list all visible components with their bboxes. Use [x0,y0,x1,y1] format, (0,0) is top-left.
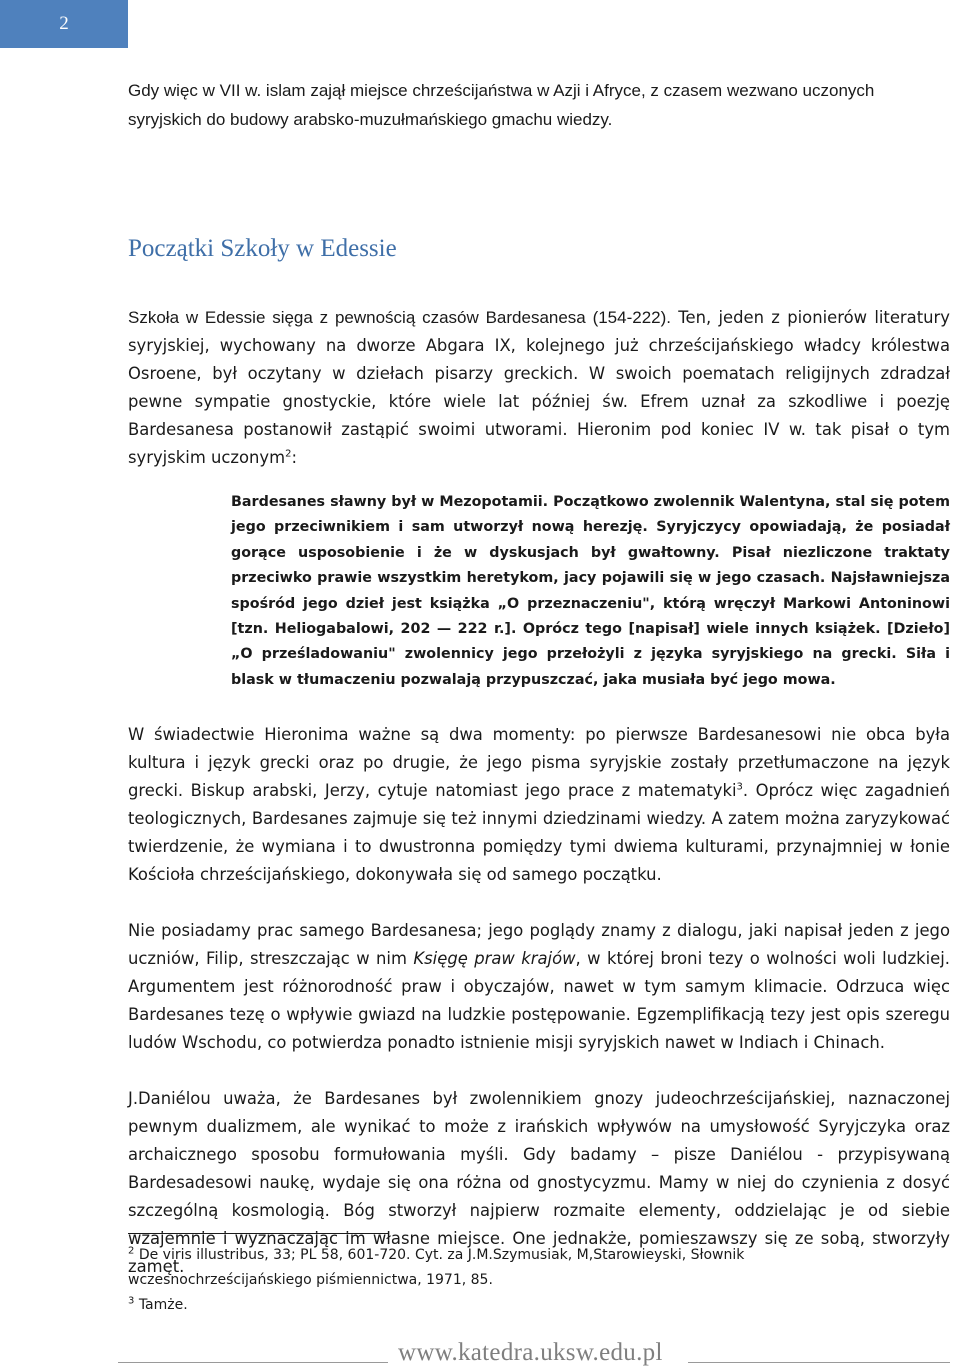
section-heading: Początki Szkoły w Edessie [128,235,397,262]
page-number-badge [0,0,128,48]
footnote-separator [128,1233,388,1234]
footer-rule-left [118,1362,388,1363]
paragraph-hieronim [128,721,950,889]
footnote-text: De viris illustribus, 33; PL 58, 601-720. Cyt. za J.M.Szymusiak, M,Starowieyski, Słownik wczesnochrześcijańskiego piśmiennictwa, 1971, 85. [128,1247,745,1288]
paragraph-danielou: J.Daniélou uważa, że Bardesanes był zwolennikiem gnozy judeochrześcijańskiej, naznaczonej pewnym dualizmem, ale wynikać to może z irańskich wpływów na umysłowość Syryjczyka oraz archaicznego sposobu formułowania myśli. Gdy badamy – pisze Daniélou - przypisywaną Bardesadesowi naukę, wydaje się ona różna od gnostycyzmu. Mamy w niej do czynienia z dosyć szczególną kosmologią. Bóg stworzył najpierw rozmaite elementy, oddzielając je od siebie wzajemnie i wyznaczając im własne miejsce. One jednakże, pomieszawszy się ze sobą, stworzyły zamęt. [128,1089,950,1277]
paragraph-hieronim-b: . Oprócz więc zagadnień teologicznych, Bardesanes zajmuje się też innymi dziedzinami wiedzy. A zatem można zaryzykować twierdzenie, że wymiana i to dwustronna pomiędzy tymi dwiema kulturami, przynajmniej w łonie Kościoła chrześcijańskiego, dokonywała się od samego początku. [128,781,950,885]
hieronim-quote: Bardesanes sławny był w Mezopotamii. Początkowo zwolennik Walentyna, stal się potem jego przeciwnikiem i sam utworzył nową herezję. Syryjczycy opowiadają, że posiadał gorące usposobienie i że w dyskusjach był gwałtowny. Pisał niezliczone traktaty przeciwko prawie wszystkim heretykom, jacy pojawili się w jego czasach. Najsławniejsza spośród jego dzieł jest książka „O przeznaczeniu", którą wręczył Markowi Antoninowi [tzn. Heliogabalowi, 202 — 222 r.]. Oprócz tego [napisał] wiele innych książek. [Dzieło] „O prześladowaniu" zwolennicy jego przełożyli z języka syryjskiego na grecki. Siła i blask w tłumaczeniu pozwalają przypuszczać, jaka musiała być jego mowa. [231,494,950,688]
footnote-ref-3[interactable]: 3 [736,781,743,793]
paragraph-edessa-body: Ten, jeden z pionierów literatury syryjskiej, wychowany na dworze Abgara IX, kolejnego już chrześcijańskiego władcy królestwa Osroene, był oczytany w dziełach pisarzy greckich. W swoich poematach religijnych zdradzał pewne sympatie gnostyckie, które wiele lat później św. Efrem uznał za szkodliwe i poezję Bardesanesa postanowił zastąpić swoimi utworami. Hieronim pod koniec IV w. tak pisał o tym syryjskim uczonym [128,308,950,467]
footer-rule-right [688,1362,950,1363]
footnote-3 [128,1293,888,1318]
article-body [128,76,950,1281]
footnote-number: 2 [128,1245,135,1257]
footnote-number: 3 [128,1295,135,1307]
paragraph-hieronim-a: W świadectwie Hieronima ważne są dwa momenty: po pierwsze Bardesanesowi nie obca była kultura i język grecki oraz po drugie, że jego pisma syryjskie zostały przetłumaczone na język grecki. Biskup arabski, Jerzy, cytuje natomiast jego prace z matematyki [128,725,950,801]
paragraph-edessa-lead: Szkoła w Edessie sięga z pewnością czasów Bardesanesa (154-222). [128,308,671,327]
footnotes [128,1243,888,1318]
page-number: 2 [59,13,69,34]
paragraph-dialogue-b: , w której broni tezy o wolności woli ludzkiej. Argumentem jest różnorodność praw i obyczajów, nawet w tym samym klimacie. Odrzuca więc Bardesanes tezę o wpływie gwiazd na ludzkie postępowanie. Egzemplifikacją tezy jest opis szeregu ludów Wschodu, co potwierdza ponadto istnienie misji syryjskich nawet w Indiach i Chinach. [128,949,950,1053]
footnote-ref-2[interactable]: 2 [285,448,292,460]
paragraph-edessa-end: : [291,448,297,467]
paragraph-dialogue [128,917,950,1057]
footnote-2 [128,1243,888,1293]
book-title: Księgę praw krajów [413,949,576,969]
footnote-text: Tamże. [134,1297,188,1313]
footer-url-link[interactable]: www.katedra.uksw.edu.pl [398,1339,663,1366]
intro-paragraph: Gdy więc w VII w. islam zajął miejsce chrześcijaństwa w Azji i Afryce, z czasem wezwano uczonych syryjskich do budowy arabsko-muzułmańskiego gmachu wiedzy. [128,81,875,129]
paragraph-edessa [128,304,950,472]
paragraph-dialogue-a: Nie posiadamy prac samego Bardesanesa; jego poglądy znamy z dialogu, jaki napisał jeden z jego uczniów, Filip, streszczając w nim [128,921,950,969]
